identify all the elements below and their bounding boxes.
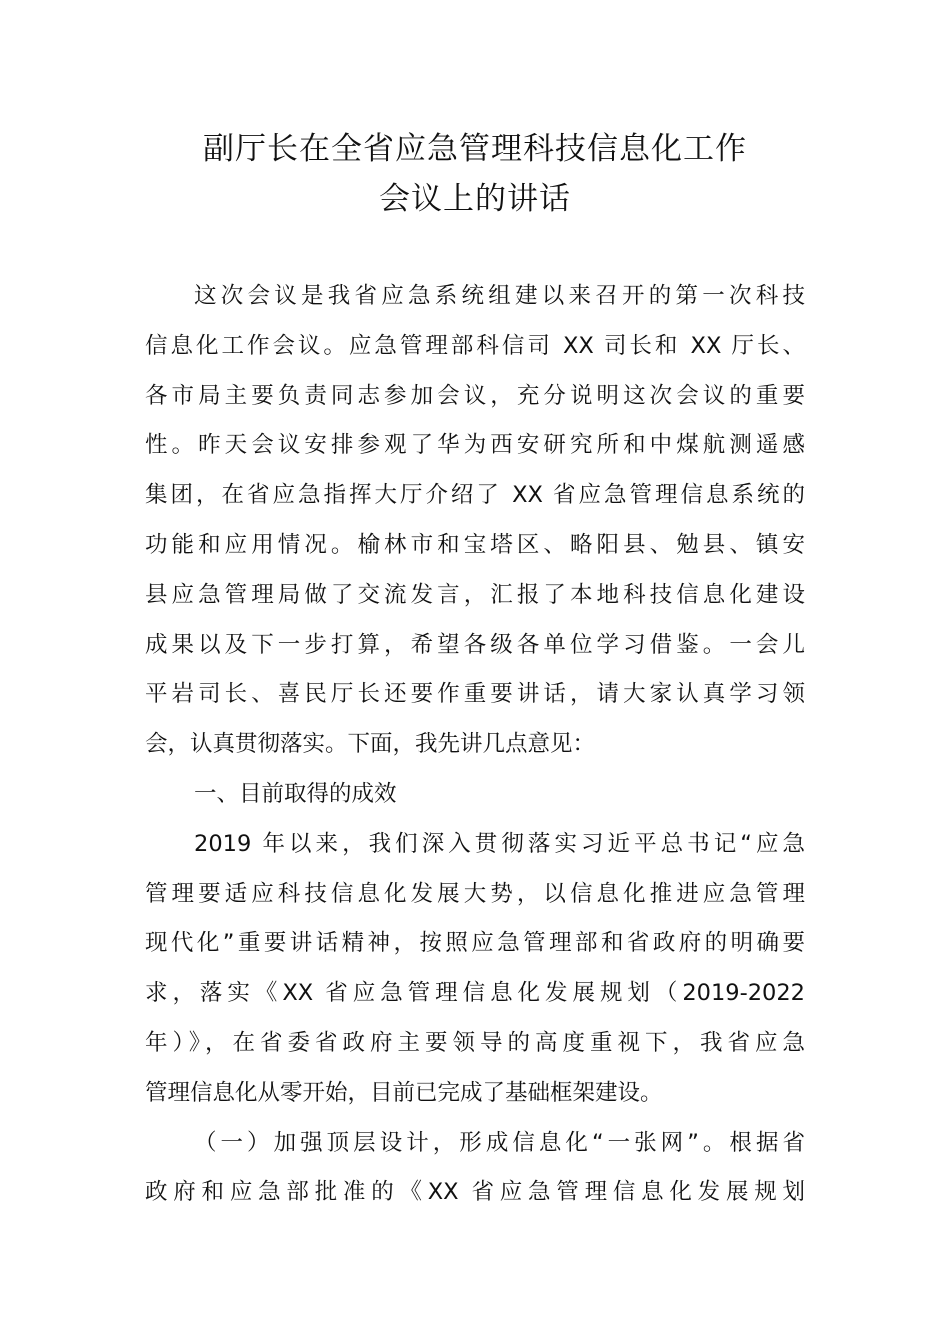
paragraph-line: 求，落实《XX 省应急管理信息化发展规划（2019-2022 (145, 980, 805, 1007)
paragraph-line: 各市局主要负责同志参加会议，充分说明这次会议的重要 (145, 382, 805, 409)
paragraph-line: （一）加强顶层设计，形成信息化“一张网”。根据省 (194, 1129, 805, 1156)
document-body (145, 272, 805, 1218)
paragraph-line: 政府和应急部批准的《XX 省应急管理信息化发展规划 (145, 1179, 805, 1206)
paragraph-line: 2019 年以来，我们深入贯彻落实习近平总书记“应急 (194, 830, 805, 857)
document-title (145, 124, 805, 224)
paragraph-line: 成果以及下一步打算，希望各级各单位学习借鉴。一会儿 (145, 631, 805, 658)
paragraph-line: 管理要适应科技信息化发展大势，以信息化推进应急管理 (145, 880, 805, 907)
paragraph-line: 集团，在省应急指挥大厅介绍了 XX 省应急管理信息系统的 (145, 482, 805, 509)
title-line: 会议上的讲话 (379, 181, 571, 217)
title-line: 副厅长在全省应急管理科技信息化工作 (203, 131, 747, 167)
section-heading: 一、目前取得的成效 (194, 780, 397, 807)
paragraph-line: 现代化”重要讲话精神，按照应急管理部和省政府的明确要 (145, 930, 805, 957)
paragraph-line: 平岩司长、喜民厅长还要作重要讲话，请大家认真学习领 (145, 681, 805, 708)
paragraph-line: 年）》，在省委省政府主要领导的高度重视下，我省应急 (145, 1029, 805, 1056)
paragraph-line: 性。昨天会议安排参观了华为西安研究所和中煤航测遥感 (145, 432, 805, 459)
paragraph-line: 县应急管理局做了交流发言，汇报了本地科技信息化建设 (145, 581, 805, 608)
paragraph-line: 会，认真贯彻落实。下面，我先讲几点意见： (145, 731, 596, 758)
paragraph-line: 信息化工作会议。应急管理部科信司 XX 司长和 XX 厅长、 (145, 332, 805, 359)
paragraph-line: 功能和应用情况。榆林市和宝塔区、略阳县、勉县、镇安 (145, 531, 805, 558)
paragraph-line: 这次会议是我省应急系统组建以来召开的第一次科技 (194, 283, 805, 309)
paragraph-line: 管理信息化从零开始，目前已完成了基础框架建设。 (145, 1079, 663, 1106)
